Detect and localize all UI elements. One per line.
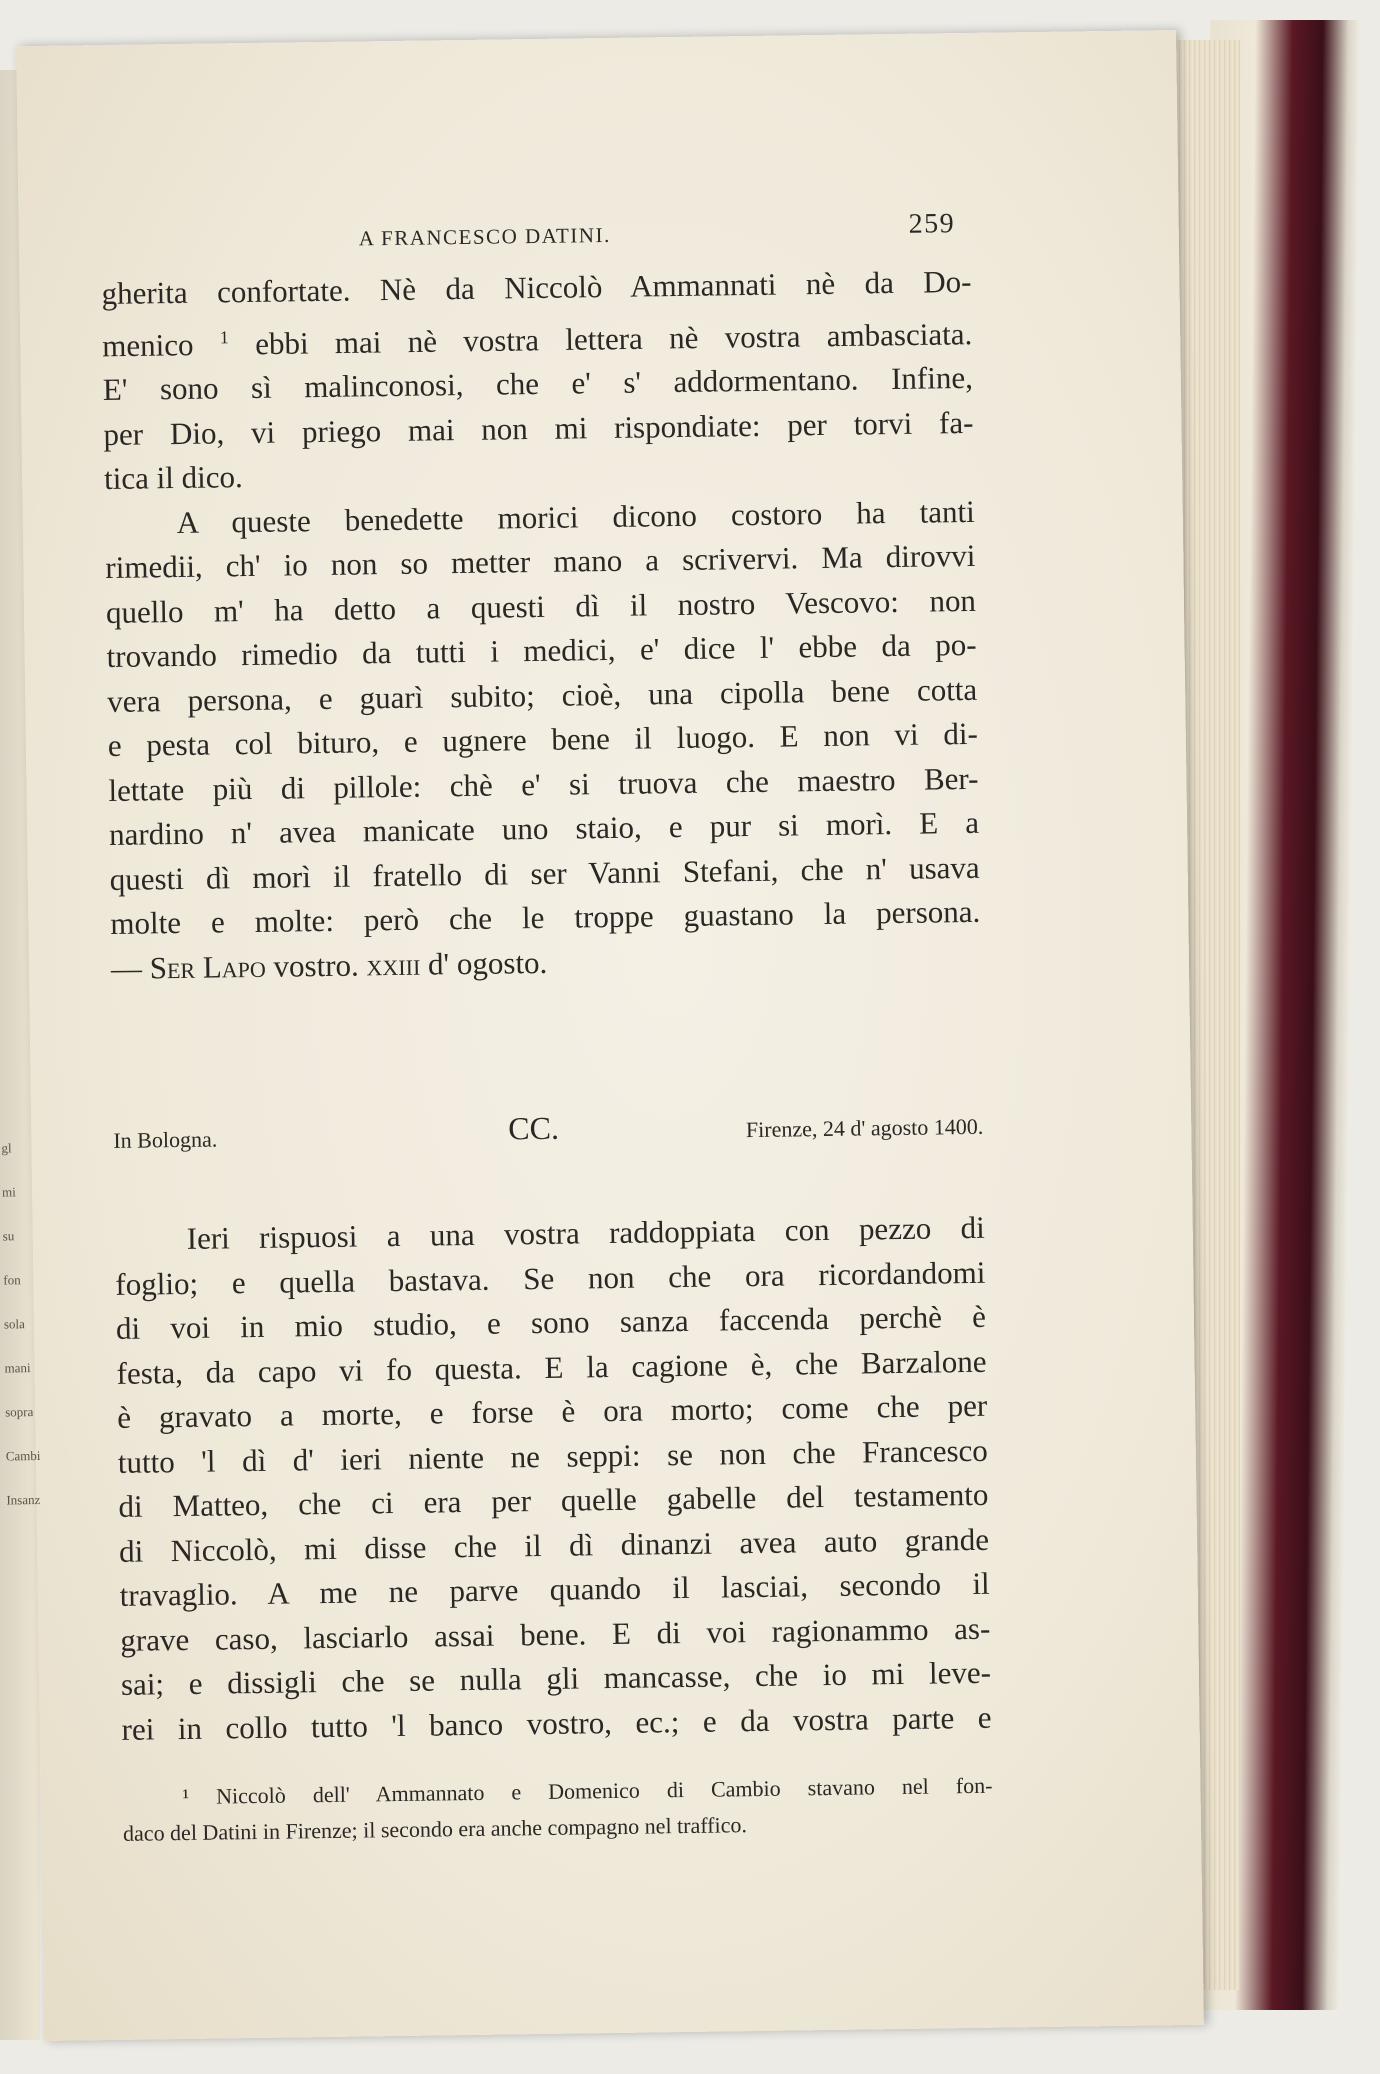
text-line: Ieri rispuosi a una vostra raddoppiata con pezzo di bbox=[186, 1209, 985, 1256]
margin-fragment: sola bbox=[3, 1316, 25, 1332]
text-line: gherita confortate. Nè da Niccolò Ammannati nè da Do- bbox=[101, 263, 972, 312]
text-line: quello m' ha detto a questi dì il nostro Vescovo: non bbox=[105, 582, 977, 630]
running-head bbox=[358, 208, 959, 251]
dash: — bbox=[110, 950, 150, 986]
text-line: trovando rimedio da tutti i medici, e' dice l' ebbe da po- bbox=[106, 627, 977, 675]
text-line: molte e molte: però che le troppe guastano la persona. bbox=[110, 894, 981, 942]
margin-fragment: mi bbox=[1, 1184, 16, 1200]
text-line: nardino n' avea manicate uno staio, e pur si morì. E a bbox=[108, 805, 980, 853]
footnote bbox=[122, 1768, 993, 1852]
running-head-title: A FRANCESCO DATINI. bbox=[358, 222, 611, 251]
page-number: 259 bbox=[908, 208, 956, 240]
text-line: A queste benedette morici dicono costoro ha tanti bbox=[176, 493, 975, 540]
text-line: foglio; e quella bastava. Se non che ora ricordandomi bbox=[115, 1254, 986, 1302]
roman-date: xxiii bbox=[366, 946, 421, 983]
letter-date: Firenze, 24 d' agosto 1400. bbox=[745, 1113, 984, 1143]
text-line: e pesta col bituro, e ugnere bene il luogo. E non vi di- bbox=[107, 716, 979, 764]
letter-place: In Bologna. bbox=[113, 1126, 218, 1153]
text-line: vera persona, e guarì subito; cioè, una cipolla bene cotta bbox=[107, 671, 978, 719]
margin-fragment: sopra bbox=[5, 1404, 34, 1420]
text-line: festa, da capo vi fo questa. E la cagione è, che Barzalone bbox=[116, 1343, 987, 1391]
text-line: sai; e dissigli che se nulla gli mancasse, che io mi leve- bbox=[120, 1654, 992, 1702]
footnote-line: daco del Datini in Firenze; il secondo era anche compagno nel traffico. bbox=[122, 1812, 748, 1846]
margin-fragment: mani bbox=[4, 1360, 31, 1376]
letter-heading bbox=[113, 1108, 983, 1160]
margin-fragment: fon bbox=[3, 1272, 21, 1288]
text-line: tica il dico. bbox=[103, 459, 243, 497]
margin-fragment: Insanz bbox=[6, 1491, 41, 1508]
text-fragment: ebbi mai nè vostra lettera nè vostra ambasciata. bbox=[254, 315, 973, 361]
previous-page-margin-fragments bbox=[1, 1126, 47, 1523]
signature: Ser Lapo bbox=[149, 948, 267, 986]
text-line: tutto 'l dì d' ieri niente ne seppi: se non che Francesco bbox=[117, 1432, 989, 1480]
text-line: di voi in mio studio, e sono sanza faccenda perchè è bbox=[115, 1298, 987, 1346]
text-line: rei in collo tutto 'l banco vostro, ec.; e da vostra parte e bbox=[121, 1699, 992, 1747]
text-fragment: d' ogosto. bbox=[420, 944, 548, 982]
footnote-line: ¹ Niccolò dell' Ammannato e Domenico di Cambio stavano nel fon- bbox=[182, 1772, 993, 1810]
footnote-marker: 1 bbox=[219, 326, 229, 347]
text-line: rimedii, ch' io non so metter mano a scrivervi. Ma dirovvi bbox=[105, 538, 976, 586]
text-fragment: vostro. bbox=[265, 947, 367, 984]
margin-fragment: gl bbox=[1, 1140, 12, 1156]
text-line: è gravato a morte, e forse è ora morto; come che per bbox=[117, 1387, 988, 1435]
paragraph-continuation bbox=[101, 260, 981, 991]
text-line: travaglio. A me ne parve quando il lasciai, secondo il bbox=[119, 1565, 990, 1613]
margin-fragment: su bbox=[2, 1228, 15, 1244]
letter-number: CC. bbox=[508, 1109, 560, 1147]
text-line: questi dì morì il fratello di ser Vanni Stefani, che n' usava bbox=[109, 849, 980, 897]
text-line: lettate più di pillole: chè e' si truova che maestro Ber- bbox=[108, 760, 979, 808]
text-line: grave caso, lasciarlo assai bene. E di voi ragionammo as- bbox=[120, 1610, 991, 1658]
text-line: di Matteo, che ci era per quelle gabelle del testamento bbox=[118, 1476, 989, 1524]
text-line: E' sono sì malinconosi, che e' s' addormentano. Infine, bbox=[102, 360, 974, 408]
letter-body bbox=[114, 1206, 991, 1752]
book-page bbox=[1, 30, 1204, 2041]
margin-fragment: Cambi bbox=[5, 1447, 41, 1464]
text-line: di Niccolò, mi disse che il dì dinanzi avea auto grande bbox=[118, 1521, 990, 1569]
text-line: per Dio, vi priego mai non mi rispondiate: per torvi fa- bbox=[103, 404, 974, 452]
text-fragment: menico bbox=[102, 326, 194, 363]
